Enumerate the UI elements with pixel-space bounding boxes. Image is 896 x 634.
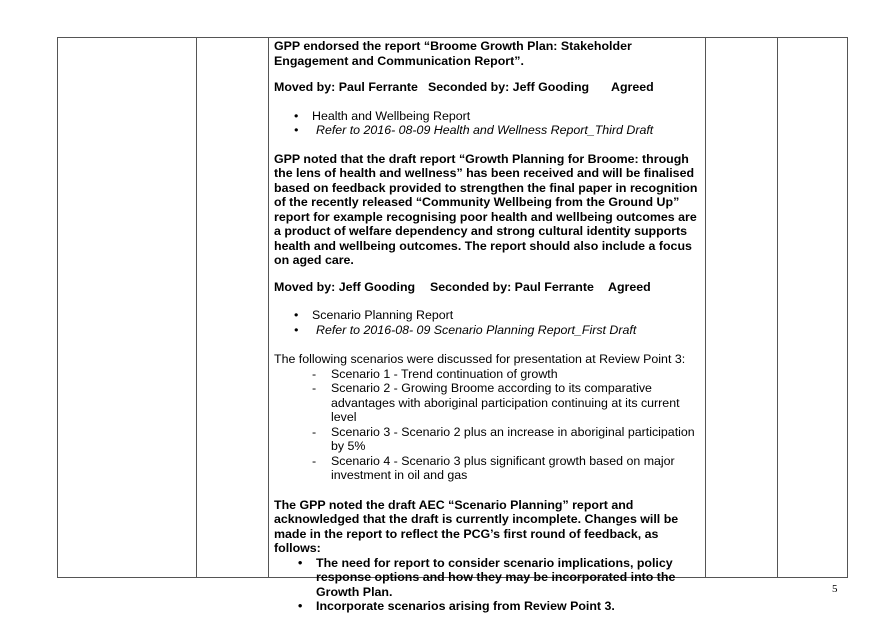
scenario-paragraph-follows: follows: bbox=[274, 541, 321, 555]
list-item: - Scenario 2 - Growing Broome according to its comparative advantages with aboriginal participation continuing at its current level bbox=[274, 381, 704, 425]
scenarios-intro: The following scenarios were discussed for presentation at Review Point 3: bbox=[274, 352, 686, 366]
page-number: 5 bbox=[832, 583, 838, 595]
seconded-by: Seconded by: Jeff Gooding bbox=[428, 80, 590, 94]
list-item: - Scenario 3 - Scenario 2 plus an increase in aboriginal participation by 5% bbox=[274, 425, 704, 454]
health-bullets bbox=[274, 109, 704, 138]
feedback-list bbox=[274, 556, 704, 614]
scenario-paragraph-text: The GPP noted the draft AEC “Scenario Planning” report and acknowledged that the draft is currently incomplete. Changes will be made in the report to reflect the PCG’s first round of feedback, as bbox=[274, 497, 679, 541]
endorsement-paragraph: GPP endorsed the report “Broome Growth Plan: Stakeholder Engagement and Communication Report”. bbox=[274, 39, 632, 68]
column-divider-2 bbox=[268, 38, 269, 577]
motion-line-1 bbox=[274, 80, 704, 95]
list-item: • Scenario Planning Report bbox=[274, 308, 704, 323]
list-item: • Health and Wellbeing Report bbox=[274, 109, 704, 124]
scenario-list bbox=[274, 367, 704, 483]
list-item: • Incorporate scenarios arising from Review Point 3. bbox=[274, 599, 704, 614]
scenario-bullets bbox=[274, 308, 704, 337]
list-item: • The need for report to consider scenario implications, policy response options and how they may be incorporated into the Growth Plan. bbox=[274, 556, 704, 600]
moved-by: Moved by: Jeff Gooding bbox=[274, 279, 416, 294]
moved-by: Moved by: Paul Ferrante bbox=[274, 80, 418, 94]
health-paragraph: GPP noted that the draft report “Growth Planning for Broome: through the lens of health and wellness” has been received and will be finalised based on feedback provided to strengthen the final paper in recognition of the recently released “Community Wellbeing from the Ground Up” report for example recognising poor health and wellbeing outcomes are a product of welfare dependency and strong cultural identity supports health and wellbeing outcomes. The report should also include a focus on aged care. bbox=[274, 151, 698, 267]
scenario-paragraph bbox=[274, 498, 704, 556]
list-item: • Refer to 2016-08- 09 Scenario Planning Report_First Draft bbox=[274, 323, 704, 338]
list-item: - Scenario 1 - Trend continuation of growth bbox=[274, 367, 704, 382]
column-divider-1 bbox=[196, 38, 197, 577]
minutes-content bbox=[274, 37, 704, 614]
column-divider-3 bbox=[705, 38, 706, 577]
column-divider-4 bbox=[777, 38, 778, 577]
motion-result: Agreed bbox=[611, 80, 654, 94]
list-item: - Scenario 4 - Scenario 3 plus significant growth based on major investment in oil and gas bbox=[274, 454, 704, 483]
seconded-by: Seconded by: Paul Ferrante bbox=[430, 279, 594, 294]
motion-result: Agreed bbox=[608, 279, 651, 294]
list-item: • Refer to 2016- 08-09 Health and Wellness Report_Third Draft bbox=[274, 123, 704, 138]
motion-line-2 bbox=[274, 280, 704, 295]
